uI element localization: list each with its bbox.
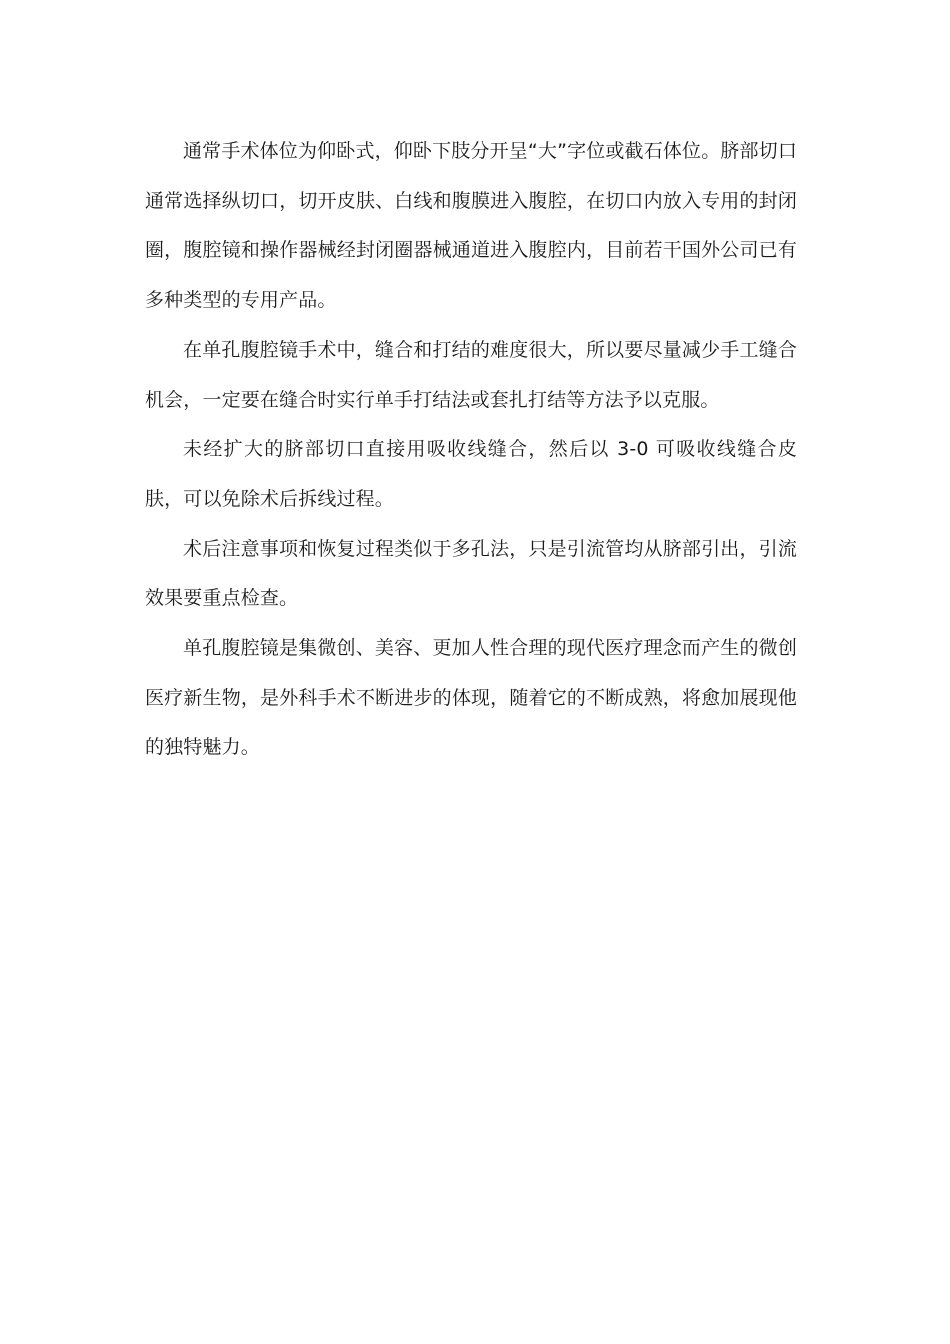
document-body [145,127,797,773]
paragraph-conclusion: 单孔腹腔镜是集微创、美容、更加人性合理的现代医疗理念而产生的微创医疗新生物，是外科手术不断进步的体现，随着它的不断成熟，将愈加展现他的独特魅力。 [145,637,797,759]
paragraph-postoperative-care: 术后注意事项和恢复过程类似于多孔法，只是引流管均从脐部引出，引流效果要重点检查。 [145,537,797,610]
paragraph-suturing-difficulty: 在单孔腹腔镜手术中，缝合和打结的难度很大，所以要尽量减少手工缝合机会，一定要在缝合时实行单手打结法或套扎打结等方法予以克服。 [145,338,797,411]
paragraph-incision-closure: 未经扩大的脐部切口直接用吸收线缝合，然后以 3-0 可吸收线缝合皮肤，可以免除术后拆线过程。 [145,438,797,510]
paragraph-surgical-position: 通常手术体位为仰卧式，仰卧下肢分开呈“大”字位或截石体位。脐部切口通常选择纵切口，切开皮肤、白线和腹膜进入腹腔，在切口内放入专用的封闭圈，腹腔镜和操作器械经封闭圈器械通道进入腹腔内，目前若干国外公司已有多种类型的专用产品。 [145,140,797,312]
